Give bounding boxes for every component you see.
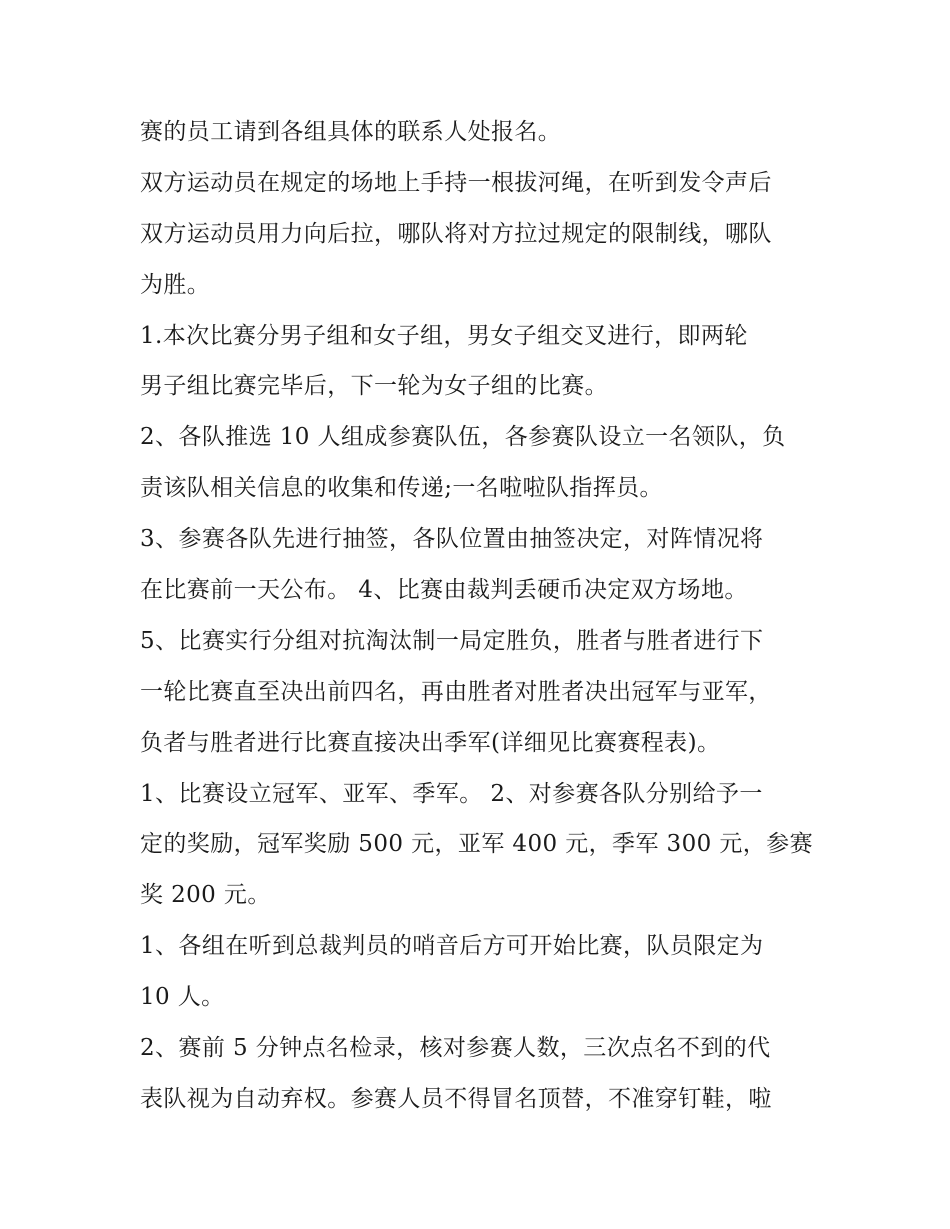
text-line: 5、比赛实行分组对抗淘汰制一局定胜负，胜者与胜者进行下 — [140, 627, 764, 654]
text-line: 2、赛前 5 分钟点名检录，核对参赛人数，三次点名不到的代 — [140, 1035, 771, 1062]
text-line: 1、各组在听到总裁判员的哨音后方可开始比赛，队员限定为 — [140, 933, 764, 960]
text-line: 奖 200 元。 — [140, 882, 271, 909]
text-line: 表队视为自动弃权。参赛人员不得冒名顶替，不准穿钉鞋，啦 — [140, 1085, 772, 1112]
text-line: 赛的员工请到各组具体的联系人处报名。 — [140, 119, 562, 145]
text-line: 1、比赛设立冠军、亚军、季军。 2、对参赛各队分别给予一 — [140, 780, 763, 807]
text-line: 为胜。 — [140, 271, 211, 298]
text-line: 男子组比赛完毕后，下一轮为女子组的比赛。 — [140, 373, 608, 400]
text-line: 2、各队推选 10 人组成参赛队伍，各参赛队设立一名领队，负 — [140, 424, 786, 451]
text-line: 责该队相关信息的收集和传递;一名啦啦队指挥员。 — [140, 475, 663, 502]
text-line: 一轮比赛直至决出前四名，再由胜者对胜者决出冠军与亚军， — [140, 678, 772, 705]
text-line: 定的奖励，冠军奖励 500 元，亚军 400 元，季军 300 元，参赛 — [140, 831, 813, 858]
text-line: 在比赛前一天公布。 4、比赛由裁判丢硬币决定双方场地。 — [140, 577, 748, 604]
text-line: 负者与胜者进行比赛直接决出季军(详细见比赛赛程表)。 — [140, 729, 721, 756]
text-line: 双方运动员在规定的场地上手持一根拔河绳，在听到发令声后 — [140, 169, 772, 196]
text-line: 3、参赛各队先进行抽签，各队位置由抽签决定，对阵情况将 — [140, 526, 764, 553]
text-line: 10 人。 — [140, 984, 225, 1011]
text-line: 1.本次比赛分男子组和女子组，男女子组交叉进行，即两轮 — [140, 322, 748, 349]
document-body — [140, 107, 830, 1125]
text-line: 双方运动员用力向后拉，哪队将对方拉过规定的限制线，哪队 — [140, 220, 772, 247]
